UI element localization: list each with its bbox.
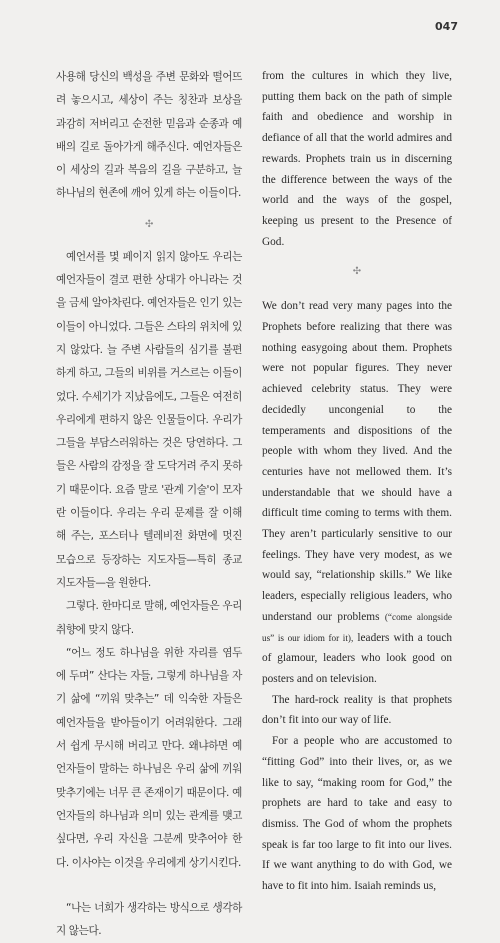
english-paragraph-2-text: We don’t read very many pages into the Prophets before realizing that there was nothing easygoing about them. Prophets were not popular figures. They never achieved celebrity status. They were decidedly uncongenial to the temperaments and dispositions of the people with whom they lived. And the centuries have not mellowed them. It’s understandable that we should have a difficult time coming to terms with them. They aren’t particularly sensitive to our feelings. They have very modest, as we would say, “relationship skills.” We like leaders, especially religious leaders, who understand our problems [262,300,452,623]
english-paragraph-2 [262,296,452,689]
section-ornament-icon: ✣ [145,218,153,230]
section-ornament-icon: ✣ [352,266,362,278]
korean-paragraph-2: 예언서를 몇 페이지 읽지 않아도 우리는 예언자들이 결코 편한 상대가 아니라는 것을 금세 알아차린다. 예언자들은 인기 있는 이들이 아니었다. 그들은 스타의 위치에 있지 않았다. 늘 주변 사람들의 심기를 불편하게 하고, 그들의 비위를 거스르는 이들이었다. 수세기가 지났음에도, 그들은 여전히 우리에게 편하지 않은 인물들이다. 우리가 그들을 부담스러워하는 것은 당연하다. 그들은 사람의 감정을 잘 도닥거려 주지 못하기 때문이다. 요즘 말로 '관계 기술'이 모자란 이들이다. 우리는 우리 문제를 잘 이해해 주는, 포스터나 텔레비전 화면에 멋진 모습으로 등장하는 지도자들—특히 종교지도자들—을 원한다. [56,250,242,589]
english-paragraph-4: For a people who are accustomed to “fitting God” into their lives, or, as we like to say, “making room for God,” the prophets are hard to take and easy to dismiss. The God of whom the prophets speak is far too large to fit into our lives. If we want anything to do with God, we have to fit into him. Isaiah reminds us, [262,735,452,893]
page-number: 047 [435,20,458,33]
english-paragraph-2-aside: (“come alongside us” is our idiom for it), [262,611,452,643]
korean-column [56,66,242,943]
korean-paragraph-4: “어느 정도 하나님을 위한 자리를 염두에 두며” 산다는 자들, 그렇게 하나님을 자기 삶에 “끼워 맞추는” 데 익숙한 자들은 예언자들을 받아들이기 어려워한다. 그래서 쉽게 무시해 버리고 만다. 왜냐하면 예언자들이 말하는 하나님은 우리 삶에 끼워 맞추기에는 너무 큰 존재이기 때문이다. 예언자들의 하나님과 의미 있는 관계를 맺고 싶다면, 우리 자신을 그분께 맞추어야 한다. 이사야는 이것을 우리에게 상기시킨다. [56,646,242,869]
english-paragraph-2-text-end: leaders with a touch of glamour, leaders who look good on posters and on television. [262,631,452,685]
korean-quote: “나는 너희가 생각하는 방식으로 생각하지 않는다. [56,901,242,938]
english-paragraph-1: from the cultures in which they live, putting them back on the path of simple faith and obedience and worship in defiance of all that the world admires and rewards. Prophets train us in discerning the difference between the ways of the world and the ways of the gospel, keeping us present to the Presence of God. [262,70,452,248]
korean-paragraph-3: 그렇다. 한마디로 말해, 예언자들은 우리 취향에 맞지 않다. [56,600,242,636]
korean-paragraph-1: 사용해 당신의 백성을 주변 문화와 떨어뜨려 놓으시고, 세상이 주는 칭찬과 보상을 과감히 저버리고 순전한 믿음과 순종과 예배의 길로 돌아가게 해주신다. 예언자들은 이 세상의 길과 복음의 길을 구분하고, 늘 하나님의 현존에 깨어 있게 하는 이들이다. [56,71,242,200]
english-column [262,66,452,897]
english-paragraph-3: The hard-rock reality is that prophets don’t fit into our way of life. [262,693,452,727]
